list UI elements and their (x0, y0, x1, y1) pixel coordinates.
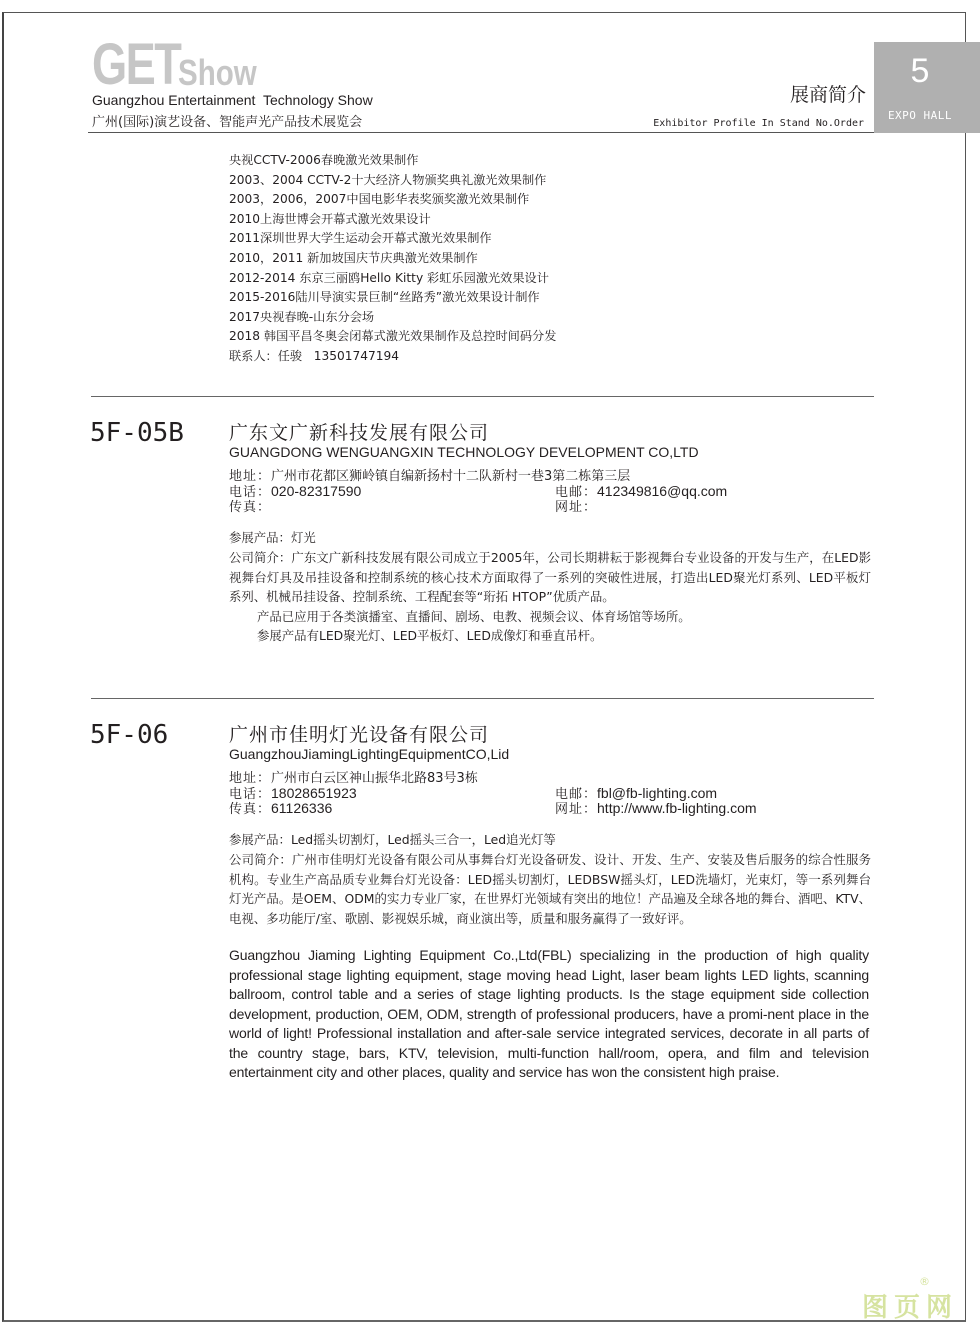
site-watermark: 图页网 (862, 1293, 959, 1323)
phone-row (229, 484, 361, 500)
entry-divider (91, 698, 874, 699)
company-name-en: GuangzhouJiamingLightingEquipmentCO,Lid (229, 746, 510, 762)
section-title-en: Exhibitor Profile In Stand No.Order (653, 118, 864, 129)
credit-line: 2003、2004 CCTV-2十大经济人物颁奖典礼激光效果制作 (229, 172, 547, 187)
address-label: 地址： (229, 469, 272, 484)
credit-line: 2010上海世博会开幕式激光效果设计 (229, 211, 431, 226)
website-row (555, 801, 757, 817)
phone-label: 电话： (229, 485, 272, 500)
phone-value: 18028651923 (271, 785, 357, 801)
stand-number: 5F-05B (90, 418, 184, 448)
address-row (229, 771, 478, 786)
intro-text: 公司简介：广东文广新科技发展有限公司成立于2005年，公司长期耕耘于影视舞台专业设备的开发与生产，在LED影视舞台灯具及吊挂设备和控制系统的核心技术方面取得了一系列的突破性进展，打造出LED聚光灯系列、LED平板灯系列、机械吊挂设备、控制系统、工程配套等“珩拓 HTOP”优质产品。 (229, 550, 871, 605)
credit-line: 2012-2014 东京三丽鸥Hello Kitty 彩虹乐园激光效果设计 (229, 270, 549, 285)
credit-line: 央视CCTV-2006春晚激光效果制作 (229, 153, 419, 167)
stand-number: 5F-06 (90, 720, 169, 750)
hall-badge (874, 42, 980, 133)
company-intro (229, 548, 871, 646)
credit-line: 2015-2016陆川导演实景巨制“丝路秀”激光效果设计制作 (229, 290, 540, 305)
contact-person-line: 联系人：任骏 13501747194 (229, 348, 400, 363)
phone-value: 020-82317590 (271, 483, 362, 499)
exhibitor-products: 参展产品：Led摇头切割灯，Led摇头三合一，Led追光灯等 (229, 832, 556, 847)
fax-label: 传真： (229, 500, 272, 515)
website-row (555, 499, 597, 515)
section-title-cn: 展商简介 (789, 84, 866, 106)
company-intro-en: Guangzhou Jiaming Lighting Equipment Co.,Ltd(FBL) specializing in the production of high quality professional stage lighting equipment, stage moving head Light, laser beam lights LED lights, scanning ballroom, control table and a series of stage lighting products. Is the stage equipment side collection development, production, OEM, ODM, strength of professional producers, have a promi-nent place in the world of light! Professional installation and after-sale service integrated services, decorate in all parts of the country stage, bars, KTV, television, multi-function hall/room, opera, and film and television entertainment city and other places, quality and service has won the consistent high praise. (229, 947, 869, 1080)
company-name-en: GUANGDONG WENGUANGXIN TECHNOLOGY DEVELOPMENT CO,LTD (229, 444, 699, 460)
logo-main-text: GET (92, 32, 181, 97)
website-label: 网址： (555, 500, 598, 515)
credit-line: 2018 韩国平昌冬奥会闭幕式激光效果制作及总控时间码分发 (229, 329, 557, 344)
website-label: 网址： (555, 802, 598, 817)
intro-extra-line: 参展产品有LED聚光灯、LED平板灯、LED成像灯和垂直吊杆。 (257, 628, 603, 644)
email-value[interactable]: fbl@fb-lighting.com (597, 785, 718, 801)
exhibitor-products: 参展产品：灯光 (229, 530, 316, 545)
event-subtitle-cn: 广州(国际)演艺设备、智能声光产品技术展览会 (92, 115, 363, 130)
header-divider (88, 132, 874, 133)
fax-value: 61126336 (271, 800, 333, 816)
company-name-cn: 广东文广新科技发展有限公司 (229, 422, 490, 444)
entry-divider (91, 396, 874, 397)
company-intro: 公司简介：广州市佳明灯光设备有限公司从事舞台灯光设备研发、设计、开发、生产、安装及售后服务的综合性服务机构。专业生产高品质专业舞台灯光设备：LED摇头切割灯，LEDBSW摇头灯，LED洗墙灯，光束灯，等一系列舞台灯光产品。是OEM、ODM的实力专业厂家，在世界灯光领域有突出的地位！产品遍及全球各地的舞台、酒吧、KTV、电视、多功能厅/室、歌剧、影视娱乐城，商业演出等，质量和服务赢得了一致好评。 (229, 852, 871, 926)
address-value: 广州市花都区狮岭镇自编新扬村十二队新村一巷3第二栋第三层 (271, 469, 631, 484)
email-label: 电邮： (555, 787, 598, 802)
event-subtitle-en: Guangzhou Entertainment Technology Show (92, 92, 373, 108)
logo-secondary-text: Show (178, 52, 257, 93)
email-label: 电邮： (555, 485, 598, 500)
fax-row (229, 499, 271, 515)
intro-extra-line: 产品已应用于各类演播室、直播间、剧场、电教、视频会议、体育场馆等场所。 (257, 608, 691, 624)
company-name-cn: 广州市佳明灯光设备有限公司 (229, 724, 490, 746)
hall-number: 5 (910, 52, 930, 90)
address-label: 地址： (229, 771, 272, 786)
previous-entry-credits (229, 151, 556, 367)
address-value: 广州市白云区神山振华北路83号3栋 (271, 771, 478, 786)
website-value[interactable]: http://www.fb-lighting.com (597, 800, 757, 816)
address-row (229, 469, 630, 484)
registered-mark: ® (919, 1275, 930, 1288)
credit-line: 2011深圳世界大学生运动会开幕式激光效果制作 (229, 231, 492, 246)
fax-row (229, 801, 332, 817)
email-row (555, 484, 727, 500)
fax-label: 传真： (229, 802, 272, 817)
credit-line: 2003，2006，2007中国电影华表奖颁奖激光效果制作 (229, 192, 530, 207)
credit-line: 2010，2011 新加坡国庆节庆典激光效果制作 (229, 250, 478, 265)
email-value[interactable]: 412349816@qq.com (597, 483, 728, 499)
hall-label: EXPO HALL (887, 109, 953, 122)
phone-label: 电话： (229, 787, 272, 802)
credit-line: 2017央视春晚-山东分会场 (229, 309, 375, 324)
